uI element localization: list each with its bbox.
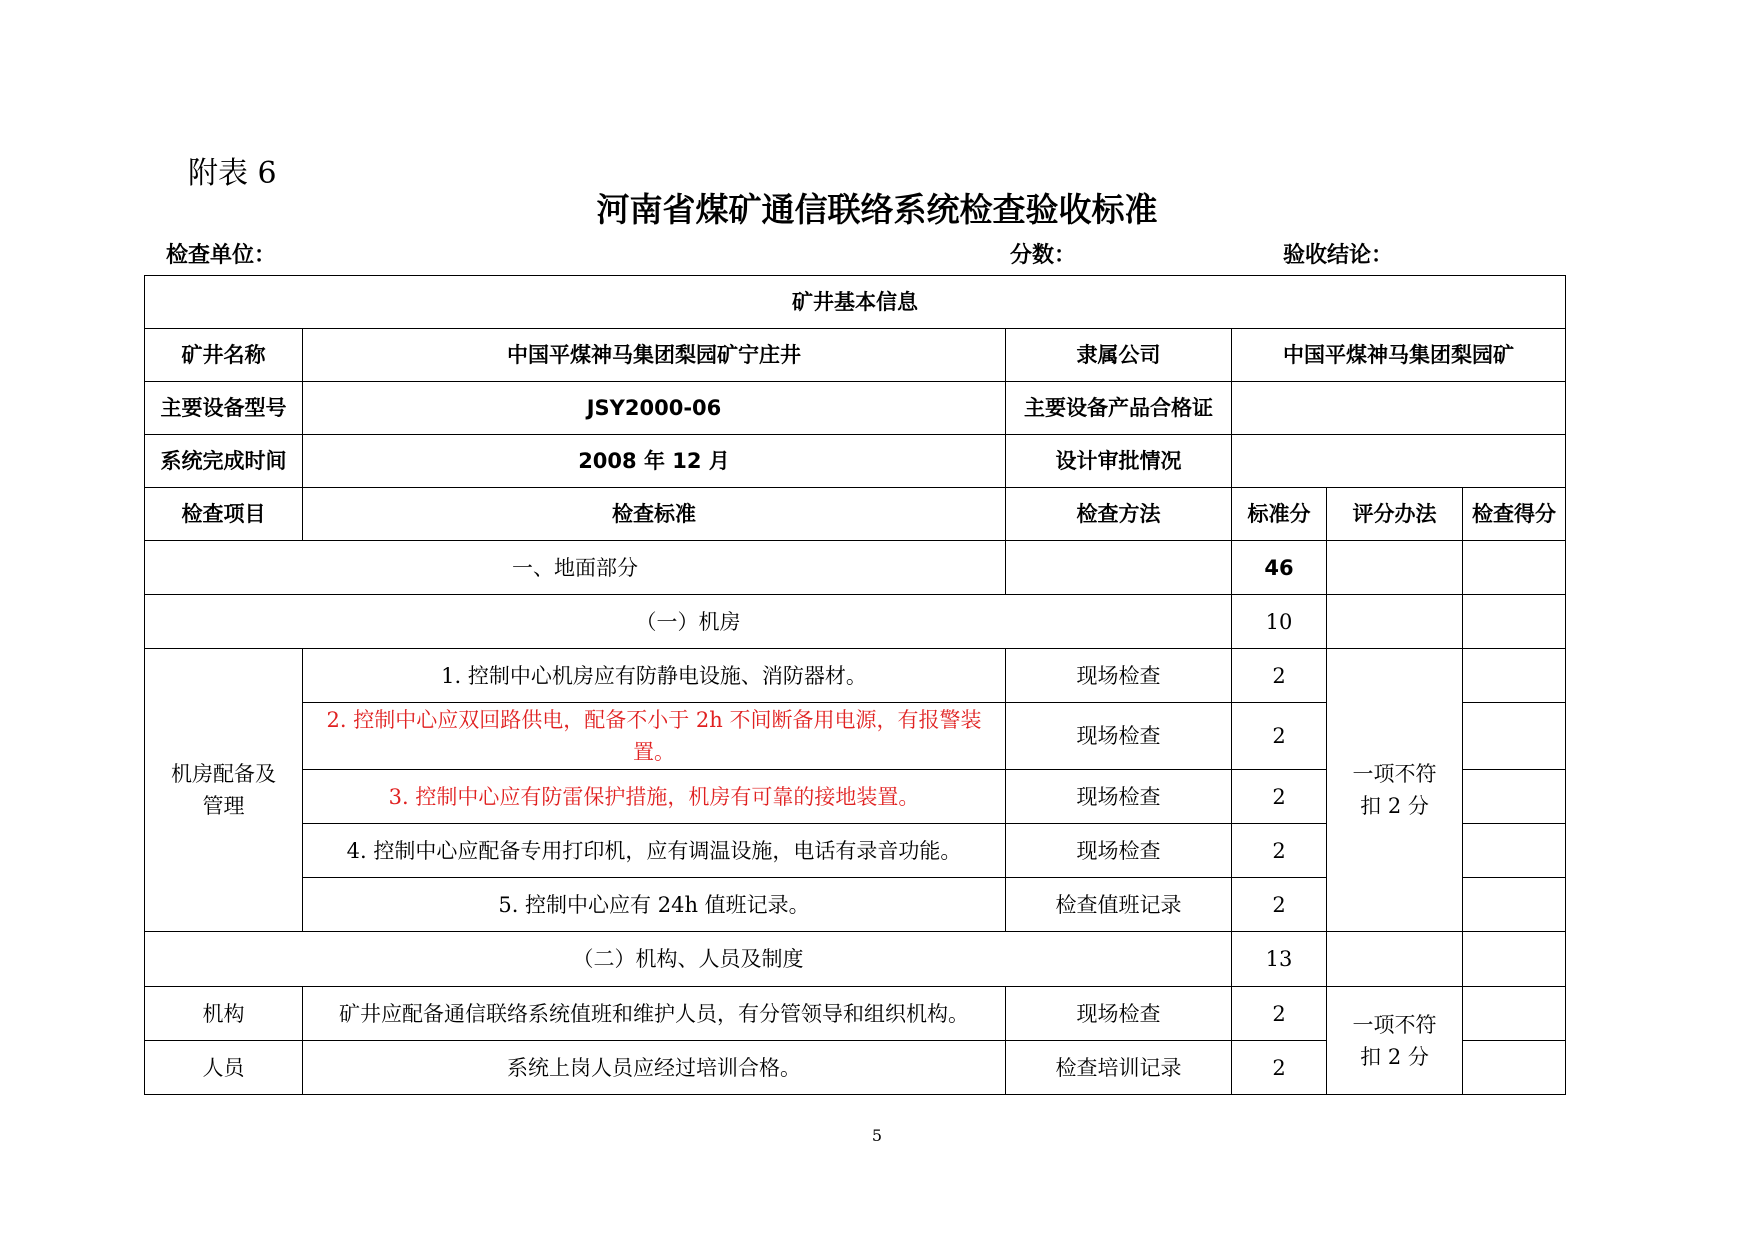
page-number: 5: [871, 1126, 883, 1145]
col-header-method: 检查方法: [1006, 488, 1232, 541]
room-got-1: [1463, 649, 1566, 703]
col-header-got: 检查得分: [1463, 488, 1566, 541]
inspection-unit-label: 检查单位：: [166, 243, 277, 268]
mine-name-value: 中国平煤神马集团梨园矿宁庄井: [303, 329, 1006, 382]
col-header-score: 标准分: [1232, 488, 1327, 541]
section-room-got: [1463, 595, 1566, 649]
room-standard-2: 2. 控制中心应双回路供电，配备不小于 2h 不间断备用电源，有报警装置。: [303, 703, 1006, 770]
mine-name-label: 矿井名称: [145, 329, 303, 382]
company-label: 隶属公司: [1006, 329, 1232, 382]
section-ground-method: [1006, 541, 1232, 595]
room-standard-5: 5. 控制中心应有 24h 值班记录。: [303, 878, 1006, 932]
section-room-rule: [1327, 595, 1463, 649]
col-header-item: 检查项目: [145, 488, 303, 541]
section-room-label: （一）机房: [145, 595, 1232, 649]
room-score-5: 2: [1232, 878, 1327, 932]
org-standard-2: 系统上岗人员应经过培训合格。: [303, 1041, 1006, 1095]
room-score-4: 2: [1232, 824, 1327, 878]
org-group-rule: 一项不符扣 2 分: [1327, 987, 1463, 1095]
room-standard-3: 3. 控制中心应有防雷保护措施，机房有可靠的接地装置。: [303, 770, 1006, 824]
room-score-1: 2: [1232, 649, 1327, 703]
col-header-standard: 检查标准: [303, 488, 1006, 541]
room-score-3: 2: [1232, 770, 1327, 824]
org-standard-1: 矿井应配备通信联络系统值班和维护人员，有分管领导和组织机构。: [303, 987, 1006, 1041]
room-got-3: [1463, 770, 1566, 824]
org-method-2: 检查培训记录: [1006, 1041, 1232, 1095]
certificate-label: 主要设备产品合格证: [1006, 382, 1232, 435]
room-group-label: 机房配备及管理: [145, 649, 303, 932]
room-method-2: 现场检查: [1006, 703, 1232, 770]
org-item-2: 人员: [145, 1041, 303, 1095]
room-method-5: 检查值班记录: [1006, 878, 1232, 932]
document-title: 河南省煤矿通信联络系统检查验收标准: [596, 190, 1158, 229]
org-method-1: 现场检查: [1006, 987, 1232, 1041]
inspection-table: [144, 275, 1566, 1095]
section-room-score: 10: [1232, 595, 1327, 649]
org-score-1: 2: [1232, 987, 1327, 1041]
basic-info-header: 矿井基本信息: [145, 276, 1566, 329]
room-group-rule: 一项不符扣 2 分: [1327, 649, 1463, 932]
org-score-2: 2: [1232, 1041, 1327, 1095]
section-org-score: 13: [1232, 932, 1327, 987]
section-org-rule: [1327, 932, 1463, 987]
room-method-3: 现场检查: [1006, 770, 1232, 824]
section-org-label: （二）机构、人员及制度: [145, 932, 1232, 987]
equipment-model-label: 主要设备型号: [145, 382, 303, 435]
org-item-1: 机构: [145, 987, 303, 1041]
room-standard-4: 4. 控制中心应配备专用打印机，应有调温设施，电话有录音功能。: [303, 824, 1006, 878]
section-org-got: [1463, 932, 1566, 987]
score-label: 分数：: [1010, 243, 1077, 268]
room-got-2: [1463, 703, 1566, 770]
room-score-2: 2: [1232, 703, 1327, 770]
certificate-value: [1232, 382, 1566, 435]
company-value: 中国平煤神马集团梨园矿: [1232, 329, 1566, 382]
section-ground-got: [1463, 541, 1566, 595]
section-ground-label: 一、地面部分: [145, 541, 1006, 595]
equipment-model-value: JSY2000-06: [303, 382, 1006, 435]
room-standard-1: 1. 控制中心机房应有防静电设施、消防器材。: [303, 649, 1006, 703]
conclusion-label: 验收结论：: [1283, 243, 1394, 268]
completion-time-label: 系统完成时间: [145, 435, 303, 488]
section-ground-score: 46: [1232, 541, 1327, 595]
room-method-1: 现场检查: [1006, 649, 1232, 703]
col-header-rule: 评分办法: [1327, 488, 1463, 541]
org-got-2: [1463, 1041, 1566, 1095]
room-got-4: [1463, 824, 1566, 878]
org-got-1: [1463, 987, 1566, 1041]
completion-time-value: 2008 年 12 月: [303, 435, 1006, 488]
attachment-label: 附表 6: [188, 156, 277, 191]
room-method-4: 现场检查: [1006, 824, 1232, 878]
section-ground-rule: [1327, 541, 1463, 595]
design-approval-value: [1232, 435, 1566, 488]
room-got-5: [1463, 878, 1566, 932]
design-approval-label: 设计审批情况: [1006, 435, 1232, 488]
